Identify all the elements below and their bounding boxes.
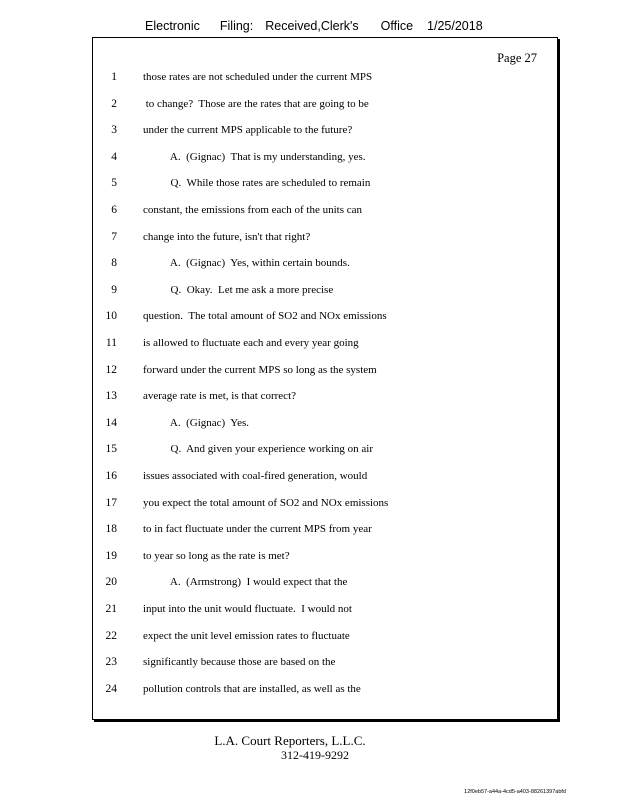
line-number: 23 [105,656,117,669]
line-number: 3 [111,124,117,137]
line-text: you expect the total amount of SO2 and NOx emissions [143,496,389,509]
line-text: to year so long as the rate is met? [143,549,290,562]
line-number: 9 [111,283,117,296]
line-text: average rate is met, is that correct? [143,390,297,403]
line-number: 24 [105,682,117,695]
line-number: 16 [105,470,117,482]
line-text: pollution controls that are installed, as well as the [143,682,361,695]
line-text: change into the future, isn't that right? [143,230,311,243]
line-text: Q. Okay. Let me ask a more precise [143,283,334,296]
line-text: significantly because those are based on the [143,656,336,669]
filing-header-word3: Received,Clerk's [265,19,359,33]
line-number: 5 [111,177,117,190]
line-text: those rates are not scheduled under the current MPS [143,71,373,83]
line-text: Q. While those rates are scheduled to remain [143,177,371,190]
filing-header-word2: Filing: [219,19,254,33]
line-text: is allowed to fluctuate each and every year going [143,337,359,349]
filing-header-word4: Office [380,19,414,33]
line-text: A. (Gignac) Yes, within certain bounds. [143,257,350,270]
line-text: question. The total amount of SO2 and NOx emissions [143,310,387,323]
line-text: expect the unit level emission rates to fluctuate [143,629,350,642]
line-text: forward under the current MPS so long as the system [143,363,377,376]
line-text: issues associated with coal-fired generation, would [143,470,368,482]
line-number: 12 [105,363,117,376]
line-text: input into the unit would fluctuate. I would not [143,603,352,615]
line-number: 14 [105,416,117,429]
line-text: to in fact fluctuate under the current MPS from year [143,523,372,536]
line-number: 21 [105,603,117,615]
footer-phone: 312-419-9292 [281,748,349,762]
line-number: 1 [111,71,117,83]
line-number: 20 [105,576,117,589]
line-number: 15 [105,443,117,456]
line-text: A. (Gignac) Yes. [143,416,250,429]
line-number: 2 [111,97,117,110]
line-number: 8 [111,257,117,270]
filing-header-date: 1/25/2018 [427,19,483,33]
line-text: A. (Gignac) That is my understanding, yes. [143,150,366,163]
filing-header-word1: Electronic [145,19,200,33]
transcript-page [92,37,558,720]
line-number: 19 [105,549,117,562]
line-number: 7 [111,230,117,243]
line-number: 11 [105,337,117,349]
line-number: 13 [105,390,117,403]
line-number: 10 [105,310,117,323]
line-text: under the current MPS applicable to the future? [143,124,353,137]
line-number: 6 [111,204,117,216]
page-number: Page 27 [497,51,537,65]
line-number: 4 [111,150,117,163]
footer-company: L.A. Court Reporters, L.L.C. [214,733,366,748]
line-text: A. (Armstrong) I would expect that the [143,576,348,589]
line-number: 17 [105,496,117,509]
document-id: 12f0eb57-a44a-4cd5-a403-88261397abfd [464,789,566,795]
line-number: 22 [105,629,117,642]
filing-header [145,19,483,33]
line-text: constant, the emissions from each of the units can [143,204,363,216]
line-text: to change? Those are the rates that are going to be [143,97,369,110]
line-number: 18 [105,523,117,536]
line-text: Q. And given your experience working on air [143,443,374,456]
